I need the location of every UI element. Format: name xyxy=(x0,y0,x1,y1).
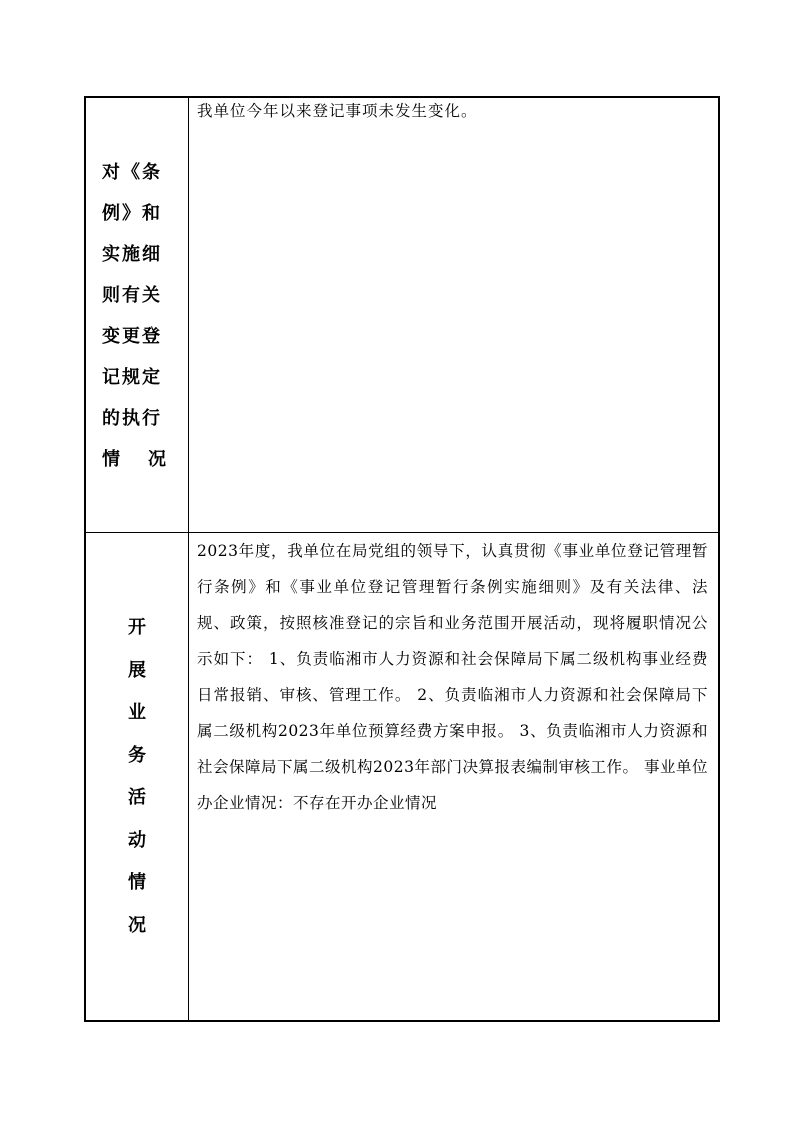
table-row-registration-changes xyxy=(86,98,718,532)
label-char: 况 xyxy=(148,449,166,470)
row-content-cell xyxy=(189,533,718,1021)
label-char: 情 xyxy=(128,872,146,893)
label-char: 情 xyxy=(102,449,120,470)
label-line-last xyxy=(102,439,178,480)
label-line: 变更登 xyxy=(102,326,162,347)
label-line: 的执行 xyxy=(102,408,162,429)
row-label-business-activities xyxy=(86,607,188,947)
label-char: 况 xyxy=(128,914,146,936)
table-row-business-activities xyxy=(86,532,718,1021)
label-char: 动 xyxy=(128,829,146,851)
label-line: 则有关 xyxy=(102,285,162,306)
label-char: 业 xyxy=(128,702,146,723)
row-content-cell xyxy=(189,98,718,532)
label-char: 活 xyxy=(128,787,146,808)
label-line: 对《条 xyxy=(102,162,162,183)
row-label-cell xyxy=(86,98,189,532)
row-label-cell xyxy=(86,533,189,1021)
row-label-registration-changes xyxy=(102,152,178,480)
annual-report-table xyxy=(84,96,720,1022)
label-line: 记规定 xyxy=(102,367,162,388)
business-activities-text: 2023年度，我单位在局党组的领导下，认真贯彻《事业单位登记管理暂行条例》和《事业单位登记管理暂行条例实施细则》及有关法律、法规、政策，按照核准登记的宗旨和业务范围开展活动，现将履职情况公示如下： 1、负责临湘市人力资源和社会保障局下属二级机构事业经费日常报销、审核、管理工作。 2、负责临湘市人力资源和社会保障局下属二级机构2023年单位预算经费方案申报。 3、负责临湘市人力资源和社会保障局下属二级机构2023年部门决算报表编制审核工作。 事业单位办企业情况：不存在开办企业情况 xyxy=(197,542,708,812)
label-char: 展 xyxy=(128,659,146,681)
label-line: 实施细 xyxy=(102,244,162,265)
label-char: 开 xyxy=(128,617,146,638)
label-char: 务 xyxy=(128,744,146,766)
label-line: 例》和 xyxy=(102,203,162,224)
registration-changes-text: 我单位今年以来登记事项未发生变化。 xyxy=(197,102,478,120)
